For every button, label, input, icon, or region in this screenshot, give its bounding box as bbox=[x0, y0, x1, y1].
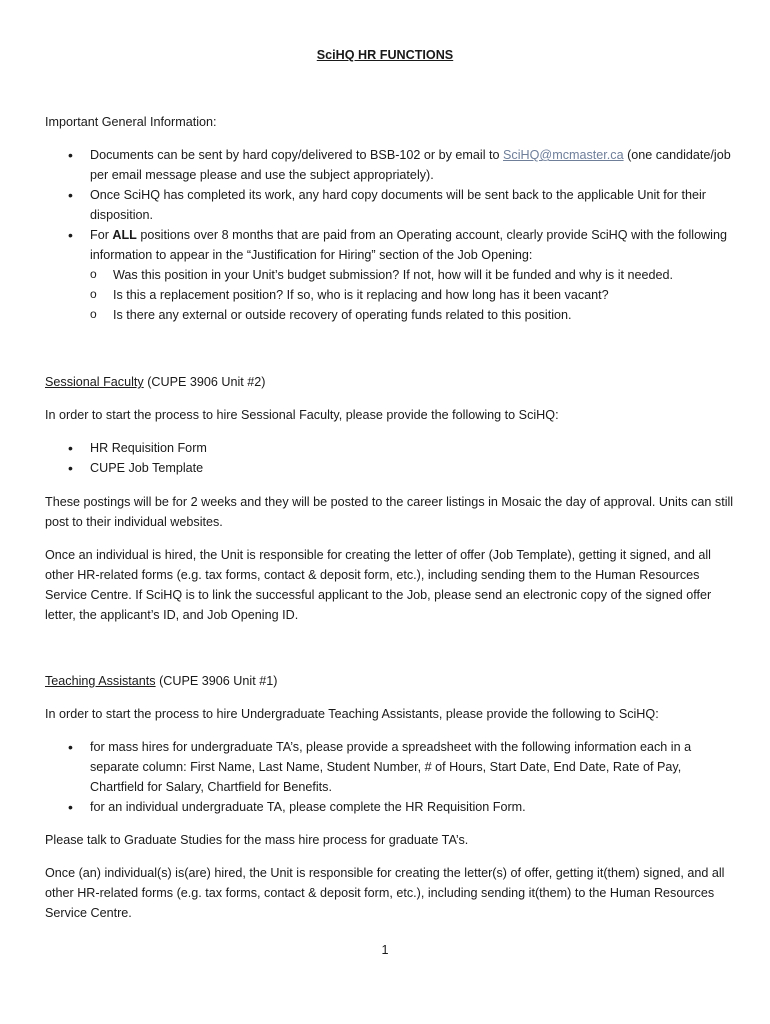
email-link[interactable]: SciHQ@mcmaster.ca bbox=[503, 148, 624, 162]
sessional-list bbox=[45, 438, 735, 478]
sub-list-item: o Is this a replacement position? If so, who is it replacing and how long has it been vacant? bbox=[90, 285, 735, 305]
list-item bbox=[45, 145, 735, 185]
for-text-b: positions over 8 months that are paid from an Operating account, clearly provide SciHQ with the following information to appear in the “Justification for Hiring” section of the Job Opening: bbox=[90, 228, 727, 262]
page-number: 1 bbox=[381, 943, 389, 957]
sub-list-item: o Was this position in your Unit’s budget submission? If not, how will it be funded and why is it needed. bbox=[90, 265, 735, 285]
ta-list bbox=[45, 737, 735, 817]
sessional-hired: Once an individual is hired, the Unit is responsible for creating the letter of offer (Job Template), getting it signed, and all other HR-related forms (e.g. tax forms, contact & deposit form, etc.), including sending them to the Human Resources Service Centre. If SciHQ is to link the successful applicant to the Job, please send an electronic copy of the signed offer letter, the applicant’s ID, and Job Opening ID. bbox=[45, 548, 712, 622]
sessional-heading bbox=[45, 372, 735, 392]
sessional-heading-suffix: (CUPE 3906 Unit #2) bbox=[147, 375, 266, 389]
general-info-heading: Important General Information: bbox=[45, 115, 217, 129]
ta-hired: Once (an) individual(s) is(are) hired, the Unit is responsible for creating the letter(s) of offer, getting it(them) signed, and all other HR-related forms (e.g. tax forms, contact & deposit form, etc.), including sending it(them) to the Human Resources Service Centre. bbox=[45, 866, 725, 920]
sub-list-item: o Is there any external or outside recovery of operating funds related to this position. bbox=[90, 305, 735, 325]
ta-heading-suffix: (CUPE 3906 Unit #1) bbox=[159, 674, 278, 688]
docs-text-a: Documents can be sent by hard copy/delivered to BSB-102 or by email to bbox=[90, 148, 500, 162]
list-item: • HR Requisition Form bbox=[45, 438, 735, 458]
page-title: SciHQ HR FUNCTIONS bbox=[316, 48, 454, 62]
for-bold: ALL bbox=[112, 228, 137, 242]
for-text-a: For bbox=[90, 228, 109, 242]
list-item: • Once SciHQ has completed its work, any hard copy documents will be sent back to the applicable Unit for their disposition. bbox=[45, 185, 735, 225]
ta-grad: Please talk to Graduate Studies for the mass hire process for graduate TA’s. bbox=[45, 833, 469, 847]
docs-text-b: (one candidate/job per email message please and use the subject appropriately). bbox=[90, 148, 731, 182]
list-item bbox=[45, 225, 735, 325]
ta-heading bbox=[45, 671, 735, 691]
general-info-list bbox=[45, 145, 735, 325]
sessional-postings: These postings will be for 2 weeks and they will be posted to the career listings in Mosaic the day of approval. Units can still post to their individual websites. bbox=[45, 495, 734, 529]
ta-intro: In order to start the process to hire Undergraduate Teaching Assistants, please provide the following to SciHQ: bbox=[45, 707, 659, 721]
ta-heading-title: Teaching Assistants bbox=[45, 674, 156, 688]
list-item: • CUPE Job Template bbox=[45, 458, 735, 478]
justification-sublist bbox=[90, 265, 735, 325]
list-item: • for an individual undergraduate TA, please complete the HR Requisition Form. bbox=[45, 797, 735, 817]
sessional-heading-title: Sessional Faculty bbox=[45, 375, 144, 389]
list-item: • for mass hires for undergraduate TA’s, please provide a spreadsheet with the following information each in a separate column: First Name, Last Name, Student Number, # of Hours, Start Date, End Date, Rate of Pay, Chartfield for Salary, Chartfield for Benefits. bbox=[45, 737, 735, 797]
sessional-intro: In order to start the process to hire Sessional Faculty, please provide the following to SciHQ: bbox=[45, 408, 559, 422]
